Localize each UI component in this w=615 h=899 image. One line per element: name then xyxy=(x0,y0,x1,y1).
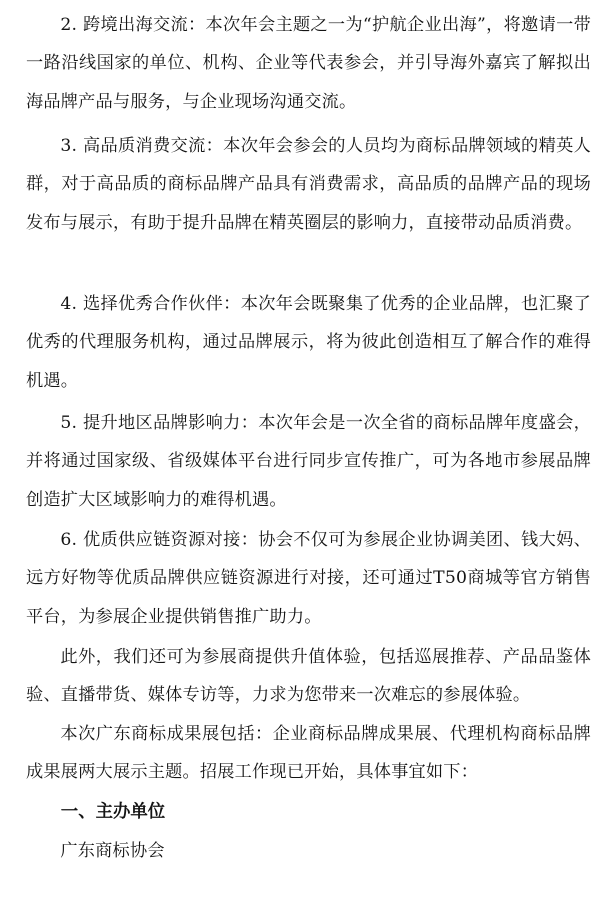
paragraph-partner-selection: 4. 选择优秀合作伙伴：本次年会既聚集了优秀的企业品牌，也汇聚了优秀的代理服务机构，通过品牌展示，将为彼此创造相互了解合作的难得机遇。 xyxy=(26,294,591,391)
organizer-name: 广东商标协会 xyxy=(60,841,165,861)
paragraph-regional-influence: 5. 提升地区品牌影响力：本次年会是一次全省的商标品牌年度盛会，并将通过国家级、省级媒体平台进行同步宣传推广，可为各地市参展品牌创造扩大区域影响力的难得机遇。 xyxy=(26,413,591,510)
section-heading-organizer: 一、主办单位 xyxy=(60,802,166,822)
paragraph-exhibition-scope: 本次广东商标成果展包括：企业商标品牌成果展、代理机构商标品牌成果展两大展示主题。招展工作现已开始，具体事宜如下： xyxy=(26,724,591,783)
paragraph-cross-border-exchange: 2. 跨境出海交流：本次年会主题之一为“护航企业出海”，将邀请一带一路沿线国家的单位、机构、企业等代表参会，并引导海外嘉宾了解拟出海品牌产品与服务，与企业现场沟通交流。 xyxy=(26,15,591,112)
paragraph-quality-consumption: 3. 高品质消费交流：本次年会参会的人员均为商标品牌领域的精英人群，对于高品质的商标品牌产品具有消费需求，高品质的品牌产品的现场发布与展示，有助于提升品牌在精英圈层的影响力，直接带动品质消费。 xyxy=(26,136,591,233)
paragraph-supply-chain: 6. 优质供应链资源对接：协会不仅可为参展企业协调美团、钱大妈、远方好物等优质品牌供应链资源进行对接，还可通过T50商城等官方销售平台，为参展企业提供销售推广助力。 xyxy=(26,530,591,627)
paragraph-added-value: 此外，我们还可为参展商提供升值体验，包括巡展推荐、产品品鉴体验、直播带货、媒体专访等，力求为您带来一次难忘的参展体验。 xyxy=(26,647,591,706)
